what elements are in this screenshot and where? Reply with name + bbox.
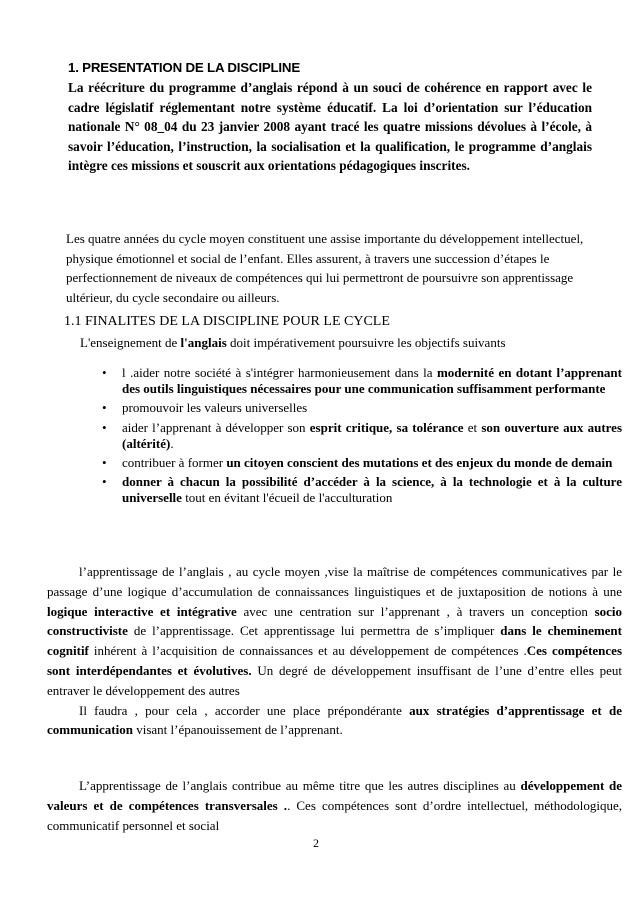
list-item-text: tout en évitant l'écueil de l'acculturation (181, 490, 393, 506)
intro-paragraph: La réécriture du programme d’anglais répond à un souci de cohérence en rapport avec le cadre législatif réglementant notre système éducatif. La loi d’orientation sur l’éducation nationale N° 08_04 du 23 janvier 2008 ayant tracé les quatre missions dévolues à l’école, à savoir l’éducation, l’instruction, la socialisation et la qualification, le programme d’anglais intègre ces missions et souscrit aux orientations pédagogiques inscrites. (68, 80, 592, 174)
body-text: L’apprentissage de l’anglais contribue au même titre que les autres disciplines au (79, 778, 521, 793)
body-bold: aux stratégies d’apprentissage et de communication (47, 702, 622, 738)
list-item-text: et (463, 419, 482, 435)
lead-text: L'enseignement de (80, 335, 181, 350)
body-text: Il faudra , pour cela , accorder une place prépondérante (79, 702, 410, 718)
body-bold: dans le cheminement cognitif (47, 623, 622, 659)
body-section (47, 562, 622, 740)
body-text: l’apprentissage de l’anglais , au cycle moyen ,vise la maîtrise de compétences communicatives par le passage d’une logique d’accumulation de connaissances linguistiques et de juxtaposition de notions à une (47, 564, 622, 599)
list-item-text: . (170, 435, 174, 451)
body-bold: Ces compétences sont interdépendantes et évolutives. (47, 643, 622, 678)
objectives-lead (80, 333, 506, 352)
lead-bold: l'anglais (180, 335, 227, 350)
list-item (98, 420, 622, 452)
list-item-text: promouvoir les valeurs universelles (122, 400, 308, 416)
body-paragraph (47, 701, 622, 741)
list-item-text: contribuer à former (122, 455, 227, 471)
body-paragraph (47, 776, 622, 835)
list-item-bold: modernité en dotant l’apprenant des outils linguistiques nécessaires pour une communication suffisamment performante (122, 365, 622, 397)
list-item-text: aider l’apprenant à développer son (122, 419, 310, 435)
list-item-bold: un citoyen conscient des mutations et des enjeux du monde de demain (226, 455, 613, 471)
body-text: de l’apprentissage. Cet apprentissage lui permettra de s’impliquer (127, 623, 501, 639)
body-section-2 (47, 776, 622, 835)
list-item (98, 455, 622, 471)
section-heading-finalites: 1.1 FINALITES DE LA DISCIPLINE POUR LE CYCLE (64, 314, 390, 329)
body-text: inhérent à l’acquisition de connaissances et au développement de compétences . (88, 643, 527, 659)
body-bold: développement de valeurs et de compétences transversales . (47, 778, 622, 813)
list-item-bold: donner à chacun la possibilité d’accéder à la science, à la technologie et à la culture universelle (122, 474, 622, 506)
list-item-text: l .aider notre société à s'intégrer harmonieusement dans la (122, 365, 437, 380)
body-text: visant l’épanouissement de l’apprenant. (132, 722, 343, 738)
list-item-bold: son ouverture aux autres (altérité) (122, 419, 623, 451)
body-bold: logique interactive et intégrative (47, 603, 237, 619)
list-item (98, 400, 622, 416)
list-item (98, 365, 622, 397)
body-text: avec une centration sur l’apprenant , à travers un conception (236, 603, 595, 619)
lead-text-end: doit impérativement poursuivre les objectifs suivants (226, 335, 506, 350)
section-heading-presentation: 1. PRESENTATION DE LA DISCIPLINE (68, 60, 300, 75)
body-text: . Ces compétences sont d’ordre intellectuel, méthodologique, communicatif personnel et social (47, 797, 622, 833)
body-bold: socio constructiviste (47, 603, 623, 639)
cycle-paragraph: Les quatre années du cycle moyen constituent une assise importante du développement intellectuel, physique émotionnel et social de l’enfant. Elles assurent, à travers une succession d’étapes le perfectionnement de niveaux de compétences qui lui permettront de poursuivre son apprentissage ultérieur, du cycle secondaire ou ailleurs. (66, 231, 584, 305)
page-number: 2 (313, 836, 319, 850)
list-item-bold: esprit critique, sa tolérance (309, 419, 464, 435)
list-item (98, 474, 622, 506)
objectives-list (98, 365, 622, 510)
body-text: Un degré de développement insuffisant de l’une d’entre elles peut entraver le développement des autres (47, 662, 622, 698)
body-paragraph (47, 562, 622, 701)
